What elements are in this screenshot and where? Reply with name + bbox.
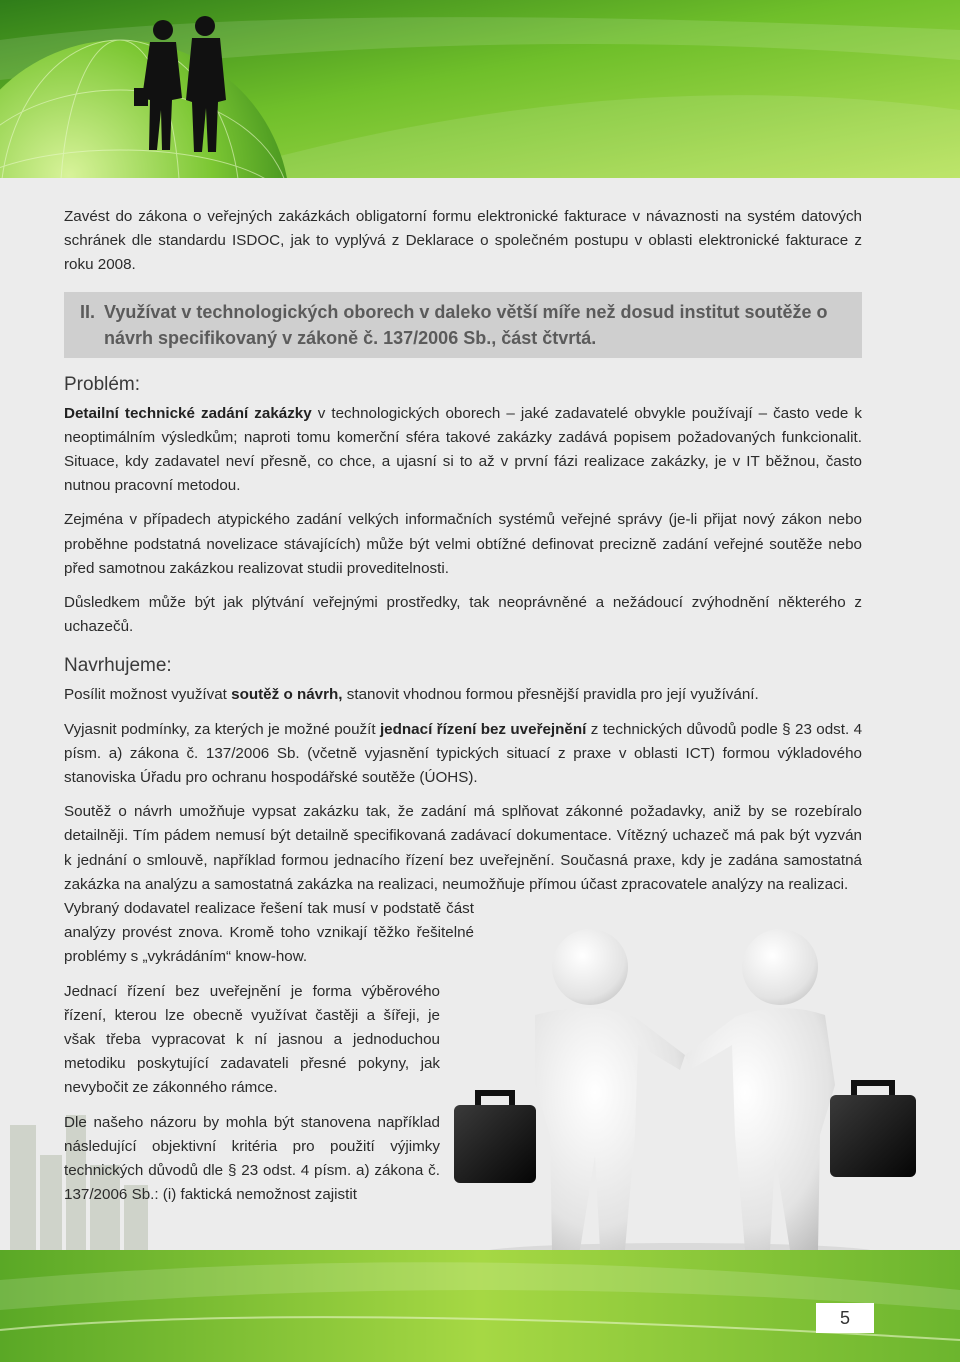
proposal-p2-a: Vyjasnit podmínky, za kterých je možné použít: [64, 720, 380, 738]
problem-paragraph-2: Zejména v případech atypického zadání velkých informačních systémů veřejné správy (je-li přijat nový zákon nebo proběhne podstatná novelizace stávajících) může být velmi obtížné definovat precizně zadání veřejné soutěže nebo před samotnou zakázkou realizovat studii proveditelnosti.: [64, 511, 862, 577]
proposal-p2-b: z technických důvodů podle § 23 odst. 4 písm. a) zákona č. 137/2006 Sb. (včetně vyjasnění typických situací z praxe v oblasti ICT) formou výkladového stanoviska Úřadu pro ochranu hospodářské soutěže (ÚOHS).: [64, 720, 863, 787]
problem-p1-rest: v technologických oborech – jaké zadavatelé obvykle používají – často vede k neoptimálním výsledkům; naproti tomu komerční sféra takové zakázky zadává popisem požadovaných funkcionalit. Situace, kdy zadavatel neví přesně, co chce, a ujasní si to až v první fázi realizace zakázky, je v IT běžnou, často nutnou pracovní metodou.: [64, 404, 863, 495]
section-title: Využívat v technologických oborech v daleko větší míře než dosud institut soutěže o návrh specifikovaný v zákoně č. 137/2006 Sb., část čtvrtá.: [104, 301, 828, 348]
proposal-paragraph-2: [64, 718, 862, 791]
page-number: 5: [816, 1303, 874, 1333]
proposal-paragraph-3-continued: Vybraný dodavatel realizace řešení tak musí v podstatě část analýzy provést znova. Kromě toho vznikají těžko řešitelné problémy s „vykrádáním“ know-how.: [64, 900, 474, 966]
article-content: [64, 205, 862, 1208]
proposal-heading: Navrhujeme:: [64, 655, 172, 677]
problem-paragraph-3: Důsledkem může být jak plýtvání veřejnými prostředky, tak neoprávněné a nežádoucí zvýhodnění některého z uchazečů.: [64, 594, 862, 636]
problem-paragraph-1: [64, 402, 862, 499]
proposal-p2-bold: jednací řízení bez uveřejnění: [379, 720, 587, 738]
problem-p1-bold: Detailní technické zadání zakázky: [64, 404, 312, 422]
problem-heading: Problém:: [64, 373, 141, 395]
header-banner-image: [0, 0, 960, 178]
section-number: II.: [80, 301, 96, 322]
intro-paragraph: Zavést do zákona o veřejných zakázkách obligatorní formu elektronické fakturace v návaznosti na systém datových schránek dle standardu ISDOC, jak to vyplývá z Deklarace o společném postupu v oblasti elektronické fakturace z roku 2008.: [64, 208, 862, 274]
proposal-p1-b: stanovit vhodnou formou přesnější pravidla pro její využívání.: [342, 686, 759, 704]
proposal-p1-a: Posílit možnost využívat: [64, 686, 232, 704]
proposal-paragraph-1: [64, 683, 862, 707]
proposal-paragraph-4: Jednací řízení bez uveřejnění je forma výběrového řízení, kterou lze obecně využívat častěji a šířeji, je však třeba vypracovat k ní jasnou a jednoduchou metodiku poskytující zadavateli přesné pokyny, jak nevybočit ze zákonného rámce.: [64, 982, 440, 1097]
proposal-paragraph-3: Soutěž o návrh umožňuje vypsat zakázku tak, že zadání má splňovat zákonné požadavky, aniž by se rozebíralo detailněji. Tím pádem nemusí být detailně specifikovaná zadávací dokumentace. Vítězný uchazeč má pak být vyzván k jednání o smlouvě, například formou jednacího řízení bez uveřejnění. Současná praxe, kdy je zadána samostatná zakázka na analýzu a samostatná zakázka na realizaci, neumožňuje přímou účast zpracovatele analýzy na realizaci.: [64, 803, 862, 893]
proposal-p1-bold: soutěž o návrh,: [231, 686, 343, 704]
proposal-paragraph-5: Dle našeho názoru by mohla být stanovena například následující objektivní kritéria pro použití výjimky technických důvodů dle § 23 odst. 4 písm. a) zákona č. 137/2006 Sb.: (i) faktická nemožnost zajistit: [64, 1113, 440, 1204]
section-heading-box: [64, 292, 862, 358]
